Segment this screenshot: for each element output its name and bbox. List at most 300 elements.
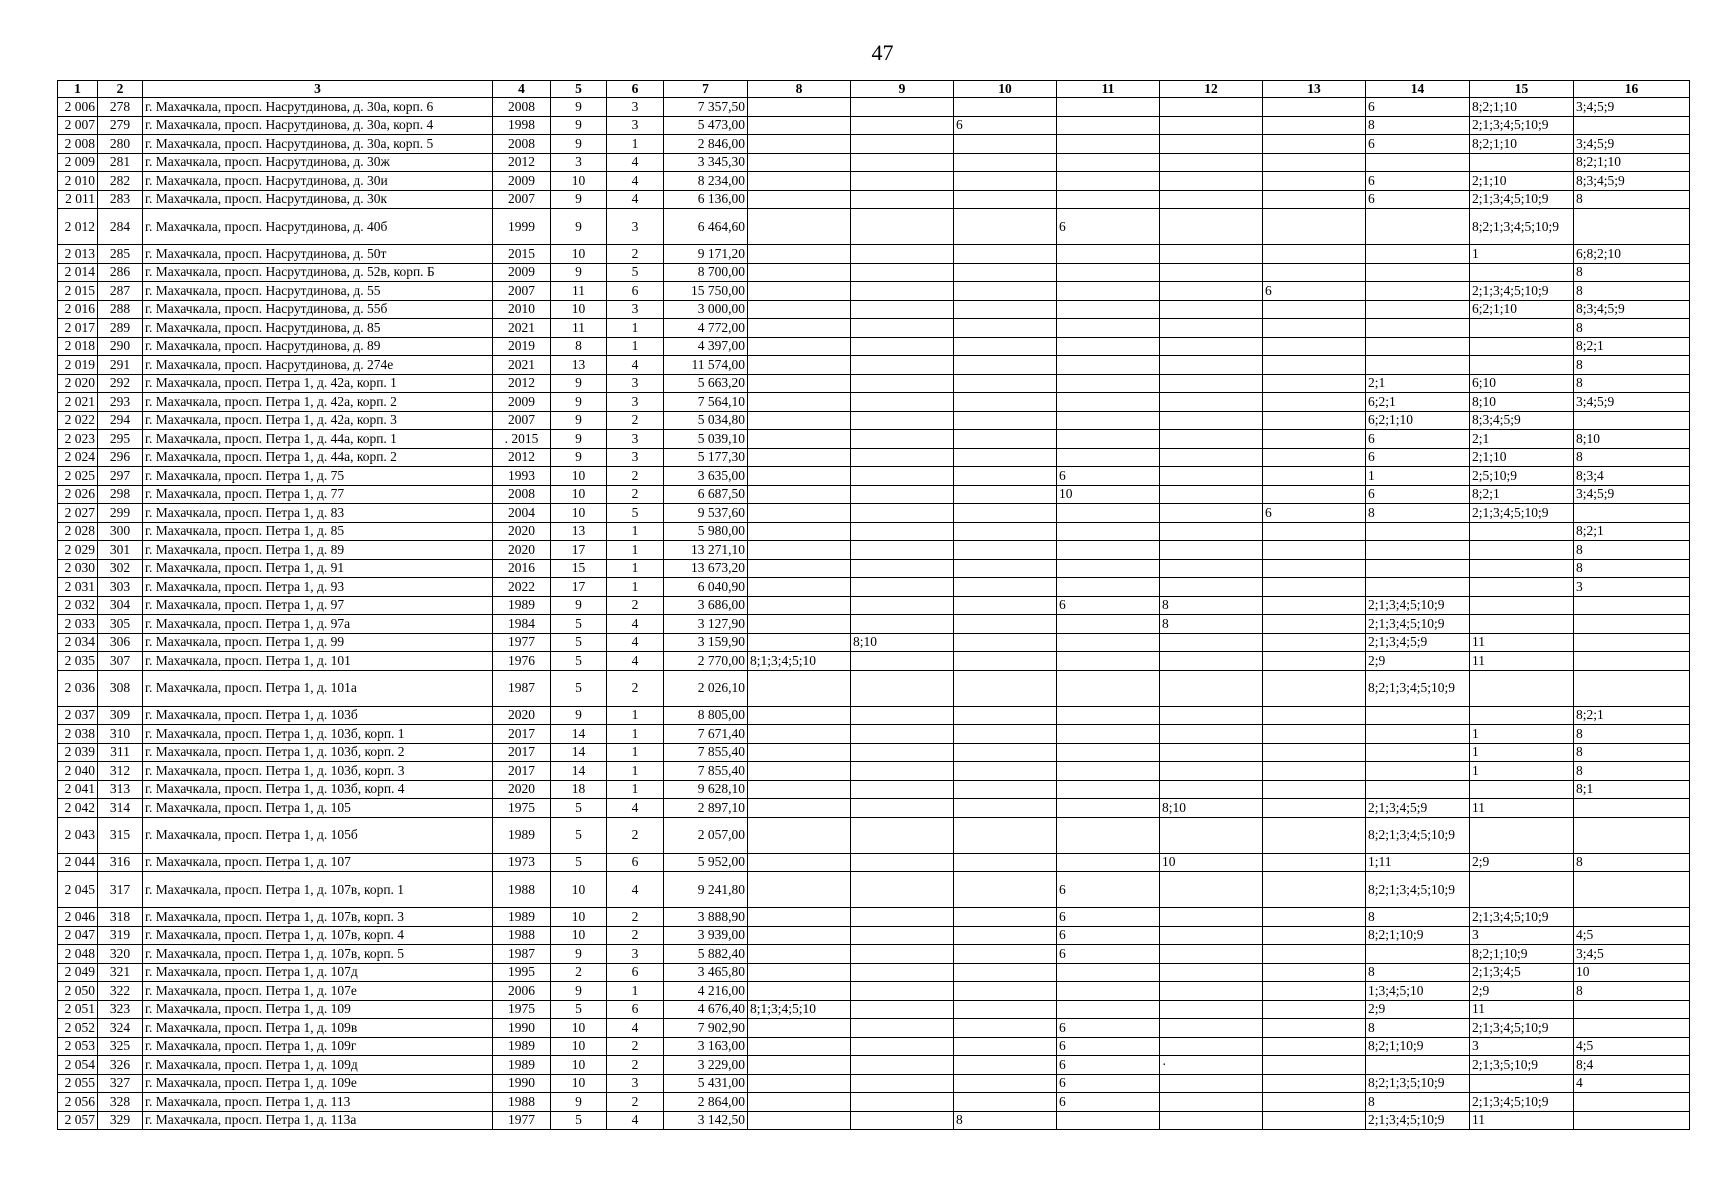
table-cell: 4 676,40	[664, 1000, 748, 1019]
table-cell: 1	[607, 135, 664, 154]
table-cell: 285	[98, 245, 143, 264]
table-cell	[1574, 652, 1690, 671]
table-cell: 315	[98, 817, 143, 853]
column-header: 14	[1366, 81, 1470, 98]
table-cell: 5 034,80	[664, 411, 748, 430]
table-cell: 2015	[493, 245, 551, 264]
table-cell	[1057, 963, 1160, 982]
table-cell	[1160, 411, 1263, 430]
table-cell: 5	[607, 504, 664, 523]
table-cell: 8	[1574, 559, 1690, 578]
table-cell: 2;1;10	[1470, 448, 1574, 467]
table-cell: 14	[551, 762, 607, 781]
table-cell: 306	[98, 633, 143, 652]
table-cell: г. Махачкала, просп. Петра 1, д. 42а, корп. 1	[143, 374, 493, 393]
column-header: 11	[1057, 81, 1160, 98]
table-cell: 325	[98, 1037, 143, 1056]
table-cell: 18	[551, 780, 607, 799]
table-cell: 2 012	[58, 209, 98, 245]
table-cell: 8	[954, 1111, 1057, 1130]
table-cell	[954, 817, 1057, 853]
table-cell	[1057, 652, 1160, 671]
table-cell	[1160, 135, 1263, 154]
table-cell: 5	[607, 263, 664, 282]
table-cell: 6	[1366, 430, 1470, 449]
table-cell: 290	[98, 337, 143, 356]
table-cell: г. Махачкала, просп. Петра 1, д. 109г	[143, 1037, 493, 1056]
table-cell: 2004	[493, 504, 551, 523]
table-row	[58, 467, 1690, 486]
table-cell: 4	[607, 652, 664, 671]
table-cell: 3 127,90	[664, 615, 748, 634]
table-cell	[1574, 596, 1690, 615]
table-cell: г. Махачкала, просп. Насрутдинова, д. 50т	[143, 245, 493, 264]
table-cell: 297	[98, 467, 143, 486]
table-cell: 1	[607, 337, 664, 356]
table-cell	[748, 1111, 851, 1130]
table-cell	[851, 263, 954, 282]
table-cell: г. Махачкала, просп. Петра 1, д. 101а	[143, 670, 493, 706]
table-cell: 5 039,10	[664, 430, 748, 449]
table-cell: 2007	[493, 190, 551, 209]
table-cell: 2;1;3;4;5;10;9	[1366, 1111, 1470, 1130]
table-cell	[954, 633, 1057, 652]
table-cell: 2;1;3;4;5;9	[1366, 799, 1470, 818]
table-cell: 8;2;1;10	[1470, 135, 1574, 154]
table-cell: 8	[1160, 596, 1263, 615]
table-cell	[1574, 1093, 1690, 1112]
table-cell: 1989	[493, 817, 551, 853]
table-cell	[1263, 1000, 1366, 1019]
table-cell	[851, 670, 954, 706]
table-cell: 2 010	[58, 172, 98, 191]
table-cell: 2 021	[58, 393, 98, 412]
table-cell	[1057, 153, 1160, 172]
table-cell: 1	[1470, 245, 1574, 264]
table-cell: 314	[98, 799, 143, 818]
table-row	[58, 1093, 1690, 1112]
table-cell: г. Махачкала, просп. Петра 1, д. 107	[143, 853, 493, 872]
table-row	[58, 485, 1690, 504]
table-cell	[1263, 522, 1366, 541]
table-cell	[1263, 430, 1366, 449]
table-row	[58, 504, 1690, 523]
table-cell: 307	[98, 652, 143, 671]
table-cell: 6	[1366, 448, 1470, 467]
table-cell	[748, 780, 851, 799]
table-cell: 8	[1574, 982, 1690, 1001]
table-cell: 8 805,00	[664, 706, 748, 725]
table-cell: 309	[98, 706, 143, 725]
table-cell: 8;2;1	[1574, 522, 1690, 541]
table-cell: 2 018	[58, 337, 98, 356]
table-cell	[748, 725, 851, 744]
table-cell: 5 980,00	[664, 522, 748, 541]
table-cell	[954, 926, 1057, 945]
table-cell: 3	[607, 430, 664, 449]
table-cell	[748, 356, 851, 375]
table-cell: 4	[607, 1111, 664, 1130]
table-cell	[1470, 153, 1574, 172]
table-cell: 2 043	[58, 817, 98, 853]
table-cell: 13	[551, 522, 607, 541]
table-cell	[954, 467, 1057, 486]
table-cell: 2	[607, 411, 664, 430]
table-cell	[851, 172, 954, 191]
table-cell: 2020	[493, 706, 551, 725]
table-cell	[748, 1037, 851, 1056]
table-row	[58, 172, 1690, 191]
table-cell: 1;11	[1366, 853, 1470, 872]
table-cell	[851, 799, 954, 818]
table-cell: 2 026	[58, 485, 98, 504]
table-cell: 327	[98, 1074, 143, 1093]
table-cell	[1263, 780, 1366, 799]
table-cell: г. Махачкала, просп. Насрутдинова, д. 40б	[143, 209, 493, 245]
table-cell	[1160, 1093, 1263, 1112]
table-cell: 2009	[493, 393, 551, 412]
table-row	[58, 872, 1690, 908]
table-cell: 8;2;1;10	[1574, 153, 1690, 172]
table-cell	[954, 356, 1057, 375]
table-cell	[1057, 1111, 1160, 1130]
table-cell	[954, 559, 1057, 578]
table-cell: 1	[607, 780, 664, 799]
table-cell: 6	[954, 116, 1057, 135]
table-cell: 2 013	[58, 245, 98, 264]
table-cell	[1366, 743, 1470, 762]
table-cell	[1263, 98, 1366, 117]
table-cell: 6;10	[1470, 374, 1574, 393]
table-cell	[748, 817, 851, 853]
table-cell: г. Махачкала, просп. Петра 1, д. 75	[143, 467, 493, 486]
table-cell	[1470, 596, 1574, 615]
table-cell: 317	[98, 872, 143, 908]
table-cell: 5 952,00	[664, 853, 748, 872]
table-cell: 2 046	[58, 908, 98, 927]
table-cell	[748, 135, 851, 154]
table-cell: 9	[551, 706, 607, 725]
table-cell: 5 663,20	[664, 374, 748, 393]
table-cell: г. Махачкала, просп. Насрутдинова, д. 52в, корп. Б	[143, 263, 493, 282]
table-cell: 2020	[493, 541, 551, 560]
table-cell	[851, 762, 954, 781]
table-cell: 6	[1057, 1019, 1160, 1038]
table-cell	[748, 190, 851, 209]
table-cell	[1057, 780, 1160, 799]
table-cell: 1	[607, 762, 664, 781]
table-cell	[851, 374, 954, 393]
table-cell	[954, 430, 1057, 449]
table-cell: ·	[1160, 1056, 1263, 1075]
table-cell	[1057, 172, 1160, 191]
table-cell: 6	[1366, 190, 1470, 209]
table-cell: 319	[98, 926, 143, 945]
table-cell	[1366, 263, 1470, 282]
table-row	[58, 963, 1690, 982]
table-cell: г. Махачкала, просп. Петра 1, д. 97а	[143, 615, 493, 634]
table-cell: 6	[1057, 945, 1160, 964]
table-cell	[748, 1093, 851, 1112]
table-cell	[851, 945, 954, 964]
table-cell	[851, 1074, 954, 1093]
table-cell	[851, 725, 954, 744]
table-cell: 8	[1574, 190, 1690, 209]
table-cell: 10	[551, 467, 607, 486]
table-cell: г. Махачкала, просп. Насрутдинова, д. 30ж	[143, 153, 493, 172]
table-cell: 281	[98, 153, 143, 172]
table-cell	[954, 908, 1057, 927]
table-cell	[851, 926, 954, 945]
table-cell: 6 687,50	[664, 485, 748, 504]
table-row	[58, 799, 1690, 818]
table-cell: 9	[551, 190, 607, 209]
table-cell	[851, 908, 954, 927]
table-cell: г. Махачкала, просп. Насрутдинова, д. 30к	[143, 190, 493, 209]
table-cell: 6	[1366, 172, 1470, 191]
table-cell	[748, 282, 851, 301]
table-cell	[748, 1019, 851, 1038]
table-cell: 2 038	[58, 725, 98, 744]
table-cell: 1990	[493, 1074, 551, 1093]
table-cell	[1160, 337, 1263, 356]
table-cell: 6	[1057, 908, 1160, 927]
table-cell: 9	[551, 374, 607, 393]
table-cell: 1990	[493, 1019, 551, 1038]
table-cell: 8	[1366, 1019, 1470, 1038]
table-cell: 8	[1574, 743, 1690, 762]
table-cell: 8	[1574, 853, 1690, 872]
table-cell	[851, 706, 954, 725]
table-cell	[1366, 780, 1470, 799]
table-cell	[1160, 209, 1263, 245]
table-cell	[1574, 411, 1690, 430]
table-cell	[1263, 615, 1366, 634]
table-row	[58, 319, 1690, 338]
table-cell: г. Махачкала, просп. Петра 1, д. 97	[143, 596, 493, 615]
table-cell: 2	[607, 245, 664, 264]
table-cell: 8	[1574, 356, 1690, 375]
table-cell	[1057, 282, 1160, 301]
table-cell: 10	[551, 872, 607, 908]
table-row	[58, 926, 1690, 945]
table-cell: 8;10	[1470, 393, 1574, 412]
table-cell: 2 022	[58, 411, 98, 430]
table-cell: 4;5	[1574, 1037, 1690, 1056]
table-cell: 3 686,00	[664, 596, 748, 615]
table-cell: 2 030	[58, 559, 98, 578]
table-cell: 298	[98, 485, 143, 504]
table-cell	[954, 411, 1057, 430]
table-cell: 9	[551, 98, 607, 117]
table-cell	[954, 504, 1057, 523]
table-cell	[1263, 319, 1366, 338]
table-row	[58, 945, 1690, 964]
table-cell	[1160, 559, 1263, 578]
table-cell: 6	[607, 963, 664, 982]
table-cell	[1263, 448, 1366, 467]
table-cell	[748, 98, 851, 117]
table-cell	[1574, 209, 1690, 245]
table-cell	[954, 1000, 1057, 1019]
table-cell: 5	[551, 817, 607, 853]
table-cell: 9	[551, 263, 607, 282]
table-cell	[1057, 393, 1160, 412]
table-cell	[748, 430, 851, 449]
table-cell: г. Махачкала, просп. Петра 1, д. 113	[143, 1093, 493, 1112]
table-cell: 8;2;1	[1574, 337, 1690, 356]
table-cell	[1160, 1019, 1263, 1038]
table-cell: г. Махачкала, просп. Насрутдинова, д. 55б	[143, 300, 493, 319]
table-cell: 2	[607, 1093, 664, 1112]
table-row	[58, 706, 1690, 725]
table-row	[58, 615, 1690, 634]
table-cell	[1263, 743, 1366, 762]
table-cell	[851, 1093, 954, 1112]
table-cell: г. Махачкала, просп. Петра 1, д. 89	[143, 541, 493, 560]
table-cell	[1160, 908, 1263, 927]
table-cell: г. Махачкала, просп. Петра 1, д. 103б, корп. 2	[143, 743, 493, 762]
table-cell: 3 888,90	[664, 908, 748, 927]
table-cell	[1574, 799, 1690, 818]
table-cell	[1366, 725, 1470, 744]
table-cell: 3	[607, 374, 664, 393]
table-cell: г. Махачкала, просп. Петра 1, д. 85	[143, 522, 493, 541]
table-cell: 2;1;3;4;5;10;9	[1470, 908, 1574, 927]
table-cell: 8;2;1;10	[1470, 98, 1574, 117]
table-cell	[851, 190, 954, 209]
table-cell: 8;2;1;3;4;5;10;9	[1366, 670, 1470, 706]
table-cell: 2 036	[58, 670, 98, 706]
table-cell: 5	[551, 799, 607, 818]
table-cell	[851, 98, 954, 117]
table-cell	[1366, 559, 1470, 578]
table-cell: 2 054	[58, 1056, 98, 1075]
table-cell	[1366, 945, 1470, 964]
table-cell	[748, 945, 851, 964]
column-header: 15	[1470, 81, 1574, 98]
table-cell: 6;2;1	[1366, 393, 1470, 412]
table-cell	[748, 670, 851, 706]
table-cell	[954, 596, 1057, 615]
table-cell	[1263, 725, 1366, 744]
table-cell: 11	[1470, 1111, 1574, 1130]
table-cell	[748, 522, 851, 541]
table-cell	[1057, 615, 1160, 634]
table-cell	[1574, 872, 1690, 908]
table-cell: 2017	[493, 743, 551, 762]
table-cell: 2 007	[58, 116, 98, 135]
table-cell: 2 037	[58, 706, 98, 725]
table-cell	[1160, 1111, 1263, 1130]
table-cell: г. Махачкала, просп. Петра 1, д. 109в	[143, 1019, 493, 1038]
table-cell: 11 574,00	[664, 356, 748, 375]
column-header: 8	[748, 81, 851, 98]
table-cell: 8	[1366, 116, 1470, 135]
table-cell	[1057, 982, 1160, 1001]
table-cell	[1160, 982, 1263, 1001]
table-cell	[954, 780, 1057, 799]
table-cell	[1160, 467, 1263, 486]
table-cell: 2 897,10	[664, 799, 748, 818]
table-cell	[1263, 926, 1366, 945]
table-cell	[954, 706, 1057, 725]
table-cell: 1	[607, 743, 664, 762]
table-cell: г. Махачкала, просп. Петра 1, д. 77	[143, 485, 493, 504]
table-cell	[954, 209, 1057, 245]
table-cell: 7 564,10	[664, 393, 748, 412]
column-header: 9	[851, 81, 954, 98]
table-cell	[1057, 522, 1160, 541]
table-cell: 10	[551, 300, 607, 319]
table-cell: 2009	[493, 263, 551, 282]
table-cell: 293	[98, 393, 143, 412]
table-row	[58, 263, 1690, 282]
table-cell: 10	[551, 504, 607, 523]
table-cell: 2;1;3;4;5;10;9	[1366, 615, 1470, 634]
table-cell: 2;1;3;4;5	[1470, 963, 1574, 982]
table-cell	[1366, 300, 1470, 319]
table-cell	[1263, 633, 1366, 652]
table-cell: 4	[607, 153, 664, 172]
column-header: 5	[551, 81, 607, 98]
table-cell: 289	[98, 319, 143, 338]
table-cell: 8	[1366, 1093, 1470, 1112]
table-cell	[851, 337, 954, 356]
table-cell: г. Махачкала, просп. Насрутдинова, д. 30а, корп. 5	[143, 135, 493, 154]
table-cell	[1263, 135, 1366, 154]
table-cell: 3	[607, 1074, 664, 1093]
table-cell: 8;2;1	[1470, 485, 1574, 504]
table-row	[58, 300, 1690, 319]
table-cell: 1993	[493, 467, 551, 486]
table-cell	[851, 615, 954, 634]
table-cell: 6	[1057, 872, 1160, 908]
table-cell: 6 136,00	[664, 190, 748, 209]
table-cell: 6	[1366, 485, 1470, 504]
table-cell	[1470, 263, 1574, 282]
table-cell: 8	[1366, 504, 1470, 523]
table-cell: 3	[607, 448, 664, 467]
table-cell	[1160, 116, 1263, 135]
table-cell: 320	[98, 945, 143, 964]
table-cell	[851, 411, 954, 430]
table-cell	[851, 300, 954, 319]
table-cell: г. Махачкала, просп. Петра 1, д. 91	[143, 559, 493, 578]
table-cell	[1160, 725, 1263, 744]
table-cell	[748, 116, 851, 135]
table-cell	[748, 908, 851, 927]
table-cell	[1160, 190, 1263, 209]
table-cell	[748, 1056, 851, 1075]
table-cell	[1160, 780, 1263, 799]
table-cell	[1366, 209, 1470, 245]
table-cell: 10	[551, 245, 607, 264]
table-cell	[1263, 1074, 1366, 1093]
table-cell: 8;3;4	[1574, 467, 1690, 486]
table-cell: 2;1	[1470, 430, 1574, 449]
table-cell: 3 142,50	[664, 1111, 748, 1130]
table-cell: 1989	[493, 908, 551, 927]
table-cell: 8;3;4;5;9	[1574, 172, 1690, 191]
table-cell: 288	[98, 300, 143, 319]
table-cell	[1263, 374, 1366, 393]
table-cell: 11	[1470, 633, 1574, 652]
table-cell	[851, 1000, 954, 1019]
table-row	[58, 908, 1690, 927]
table-cell: г. Махачкала, просп. Петра 1, д. 105б	[143, 817, 493, 853]
table-row	[58, 1019, 1690, 1038]
